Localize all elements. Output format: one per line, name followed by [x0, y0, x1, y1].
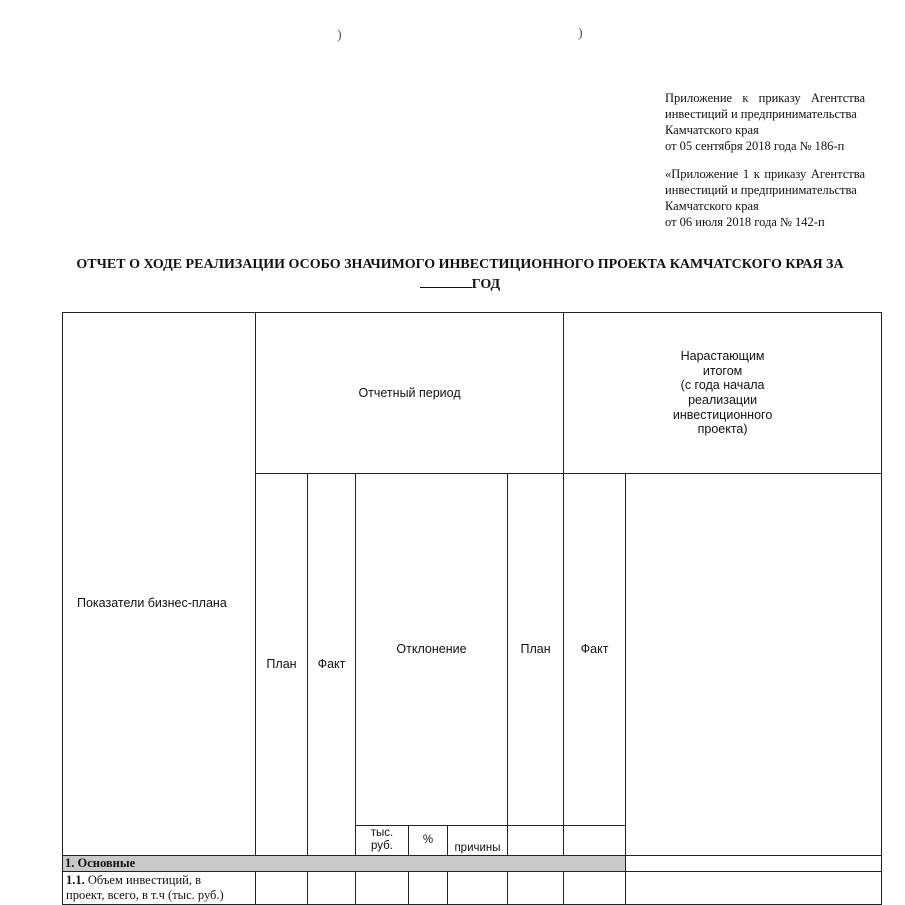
table-cell[interactable]: [508, 871, 564, 904]
table-cell[interactable]: [626, 871, 882, 904]
cumulative-header-line: (с года начала: [680, 378, 765, 393]
table-cell[interactable]: [356, 871, 409, 904]
table-cell: [626, 855, 882, 871]
table-cell[interactable]: [308, 871, 356, 904]
item-number: 1.1.: [66, 872, 85, 887]
thous-rub-line: тыс.: [370, 827, 394, 840]
annex-note-2: [665, 166, 880, 230]
cumulative-plan-header: План: [508, 474, 564, 826]
reasons-header: причины: [448, 825, 508, 855]
section-heading: 1. Основные: [63, 855, 626, 871]
annex-note-1: [665, 90, 880, 154]
scan-mark: ): [337, 28, 342, 43]
item-label-text: Объем инвестиций, в: [84, 872, 201, 887]
cumulative-header-line: итогом: [702, 363, 743, 378]
table-cell[interactable]: [448, 871, 508, 904]
annex-line: Приложение к приказу Агентства: [665, 91, 865, 105]
item-label-line: проект, всего, в т.ч (тыс. руб.): [66, 887, 224, 902]
annex-line: от 06 июля 2018 года № 142-п: [665, 215, 825, 229]
report-title-year-line: [60, 274, 860, 294]
cumulative-fact-header: Факт: [564, 474, 626, 826]
annex-line: инвестиций и предпринимательства: [665, 183, 857, 197]
table-cell[interactable]: [564, 871, 626, 904]
item-label: [63, 871, 256, 904]
report-title: [60, 256, 860, 294]
cumulative-header: [564, 313, 882, 474]
indicators-header: Показатели бизнес-плана: [63, 313, 256, 856]
plan-header: План: [256, 474, 308, 856]
annex-line: инвестиций и предпринимательства: [665, 107, 857, 121]
scan-mark: ): [578, 26, 583, 41]
cumulative-plan-cell: [508, 825, 564, 855]
table-cell[interactable]: [256, 871, 308, 904]
annex-line: от 05 сентября 2018 года № 186-п: [665, 139, 845, 153]
item-label-line: [66, 873, 252, 888]
deviation-header: Отклонение: [356, 474, 508, 826]
table-row: [63, 855, 882, 871]
report-table: [62, 312, 882, 905]
cumulative-header-line: инвестиционного: [672, 407, 773, 422]
annex-line: Камчатского края: [665, 199, 759, 213]
percent-header: %: [409, 825, 448, 855]
fact-header: Факт: [308, 474, 356, 856]
thous-rub-header: [356, 825, 409, 855]
annex-line: Камчатского края: [665, 123, 759, 137]
reporting-period-header: Отчетный период: [256, 313, 564, 474]
table-row: [63, 871, 882, 904]
report-title-year-word: ГОД: [471, 277, 501, 292]
thous-rub-line: руб.: [371, 840, 393, 853]
cumulative-header-line: Нарастающим: [680, 349, 765, 364]
report-title-line: ОТЧЕТ О ХОДЕ РЕАЛИЗАЦИИ ОСОБО ЗНАЧИМОГО ИНВЕСТИЦИОННОГО ПРОЕКТА КАМЧАТСКОГО КРАЯ ЗА: [76, 257, 844, 272]
cumulative-fact-cell: [564, 825, 626, 855]
cumulative-header-line: реализации: [688, 393, 758, 407]
table-cell[interactable]: [409, 871, 448, 904]
cumulative-header-line: проекта): [697, 422, 748, 437]
year-blank-field: [420, 274, 472, 288]
table-header-row: [63, 313, 882, 474]
annex-line: «Приложение 1 к приказу Агентства: [665, 167, 865, 181]
